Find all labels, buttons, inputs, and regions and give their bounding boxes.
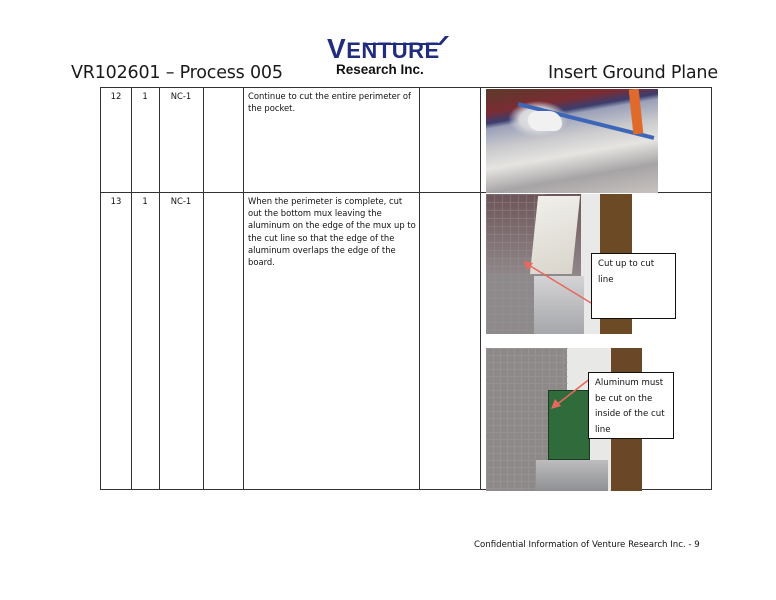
venture-research-logo [327,33,447,80]
column-divider [203,88,204,489]
column-divider [159,88,160,489]
process-table [100,87,712,490]
section-title: Insert Ground Plane [548,63,718,83]
callout-aluminum-inside: Aluminum must be cut on the inside of the cut line [588,372,674,439]
instruction: Continue to cut the entire perimeter of the pocket. [248,91,411,114]
reference: NC-1 [170,91,192,101]
document-id: VR102601 – Process 005 [71,63,283,83]
column-divider [480,88,481,489]
column-divider [419,88,420,489]
callout-cut-line: Cut up to cut line [591,253,676,319]
step-number: 12 [110,91,122,101]
quantity: 1 [142,91,148,101]
column-divider [243,88,244,489]
quantity: 1 [142,196,148,206]
logo-wordmark: VENTURE [327,33,440,64]
logo-subtitle: Research Inc. [336,62,424,77]
step-number: 13 [110,196,122,206]
page-footer: Confidential Information of Venture Research Inc. - 9 [474,540,700,550]
reference: NC-1 [170,196,192,206]
step-12-photo [486,89,658,193]
column-divider [131,88,132,489]
instruction: When the perimeter is complete, cut out the bottom mux leaving the aluminum on the edge of the mux up to the cut line so that the edge of the aluminum overlaps the edge of the board. [248,196,416,268]
